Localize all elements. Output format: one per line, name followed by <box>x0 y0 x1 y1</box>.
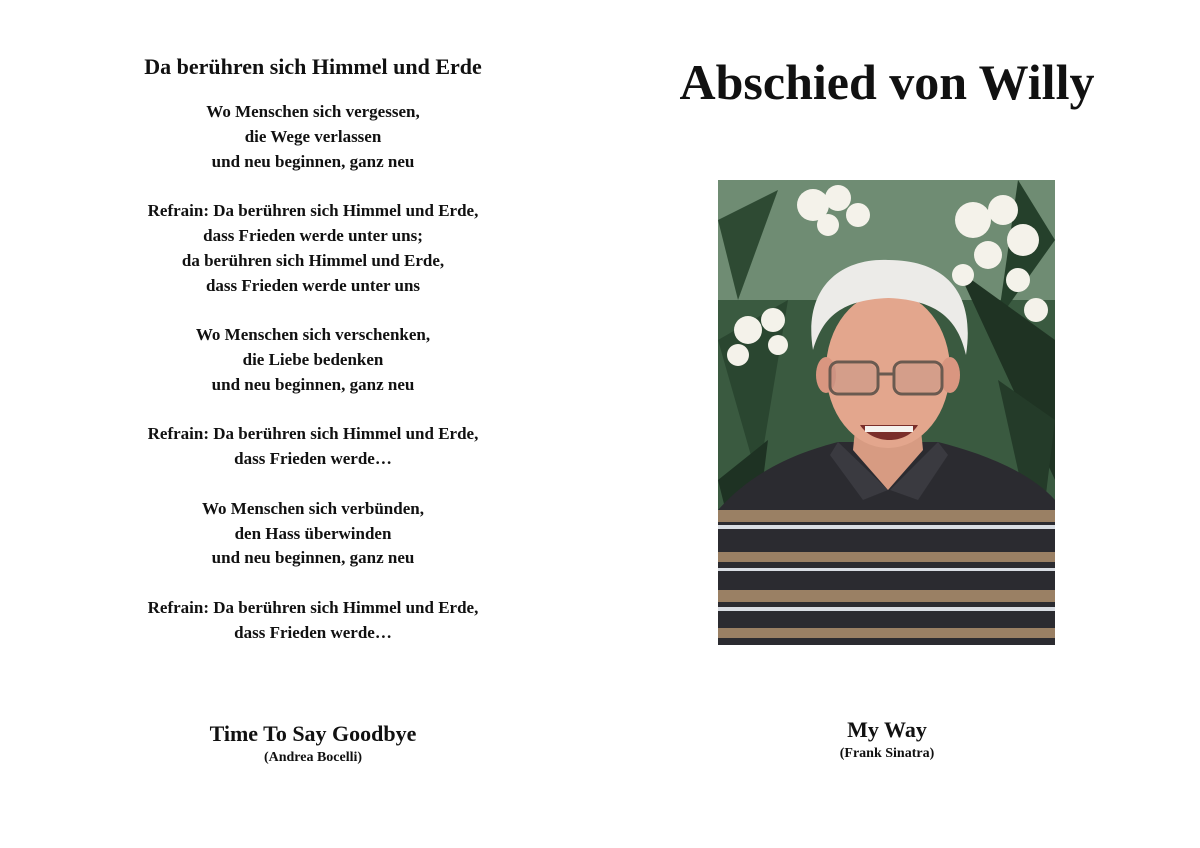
lyric-line: Wo Menschen sich vergessen, <box>206 102 420 121</box>
lyric-line: die Wege verlassen <box>244 126 382 146</box>
refrain-1 <box>0 199 626 298</box>
lyric-line: Wo Menschen sich verschenken, <box>195 325 431 345</box>
lyric-line: den Hass überwinden <box>234 523 392 543</box>
closing-song-artist: (Frank Sinatra) <box>839 746 935 761</box>
lyric-line: Refrain: Da berühren sich Himmel und Erde, <box>147 201 479 221</box>
refrain-3 <box>0 596 626 646</box>
lyric-line: Wo Menschen sich verbünden, <box>202 498 424 518</box>
closing-song-right <box>600 716 1174 764</box>
closing-song-left <box>0 720 626 768</box>
lyric-line: die Liebe bedenken <box>242 349 384 369</box>
right-page <box>600 0 1200 848</box>
song-lyrics <box>0 100 626 670</box>
lyric-line: und neu beginnen, ganz neu <box>211 548 415 568</box>
lyric-line: dass Frieden werde unter uns; <box>203 225 423 245</box>
lyric-line: und neu beginnen, ganz neu <box>211 374 415 394</box>
stanza-1 <box>0 100 626 174</box>
closing-song-title: Time To Say Goodbye <box>209 721 417 746</box>
lyric-line: Refrain: Da berühren sich Himmel und Erde, <box>147 597 479 617</box>
lyric-line: und neu beginnen, ganz neu <box>211 151 415 171</box>
stanza-2 <box>0 323 626 397</box>
lyric-line: dass Frieden werde unter uns <box>205 275 421 295</box>
song-title: Da berühren sich Himmel und Erde <box>144 54 482 79</box>
lyric-line: dass Frieden werde… <box>234 622 392 642</box>
closing-song-title: My Way <box>847 717 927 742</box>
closing-song-artist: (Andrea Bocelli) <box>263 750 363 765</box>
main-title: Abschied von Willy <box>679 54 1095 110</box>
lyric-line: dass Frieden werde… <box>234 449 392 469</box>
portrait-photo <box>718 180 1055 645</box>
refrain-2 <box>0 422 626 472</box>
stanza-3 <box>0 497 626 571</box>
lyric-line: da berühren sich Himmel und Erde, <box>181 250 445 270</box>
lyric-line: Refrain: Da berühren sich Himmel und Erde, <box>147 424 479 444</box>
